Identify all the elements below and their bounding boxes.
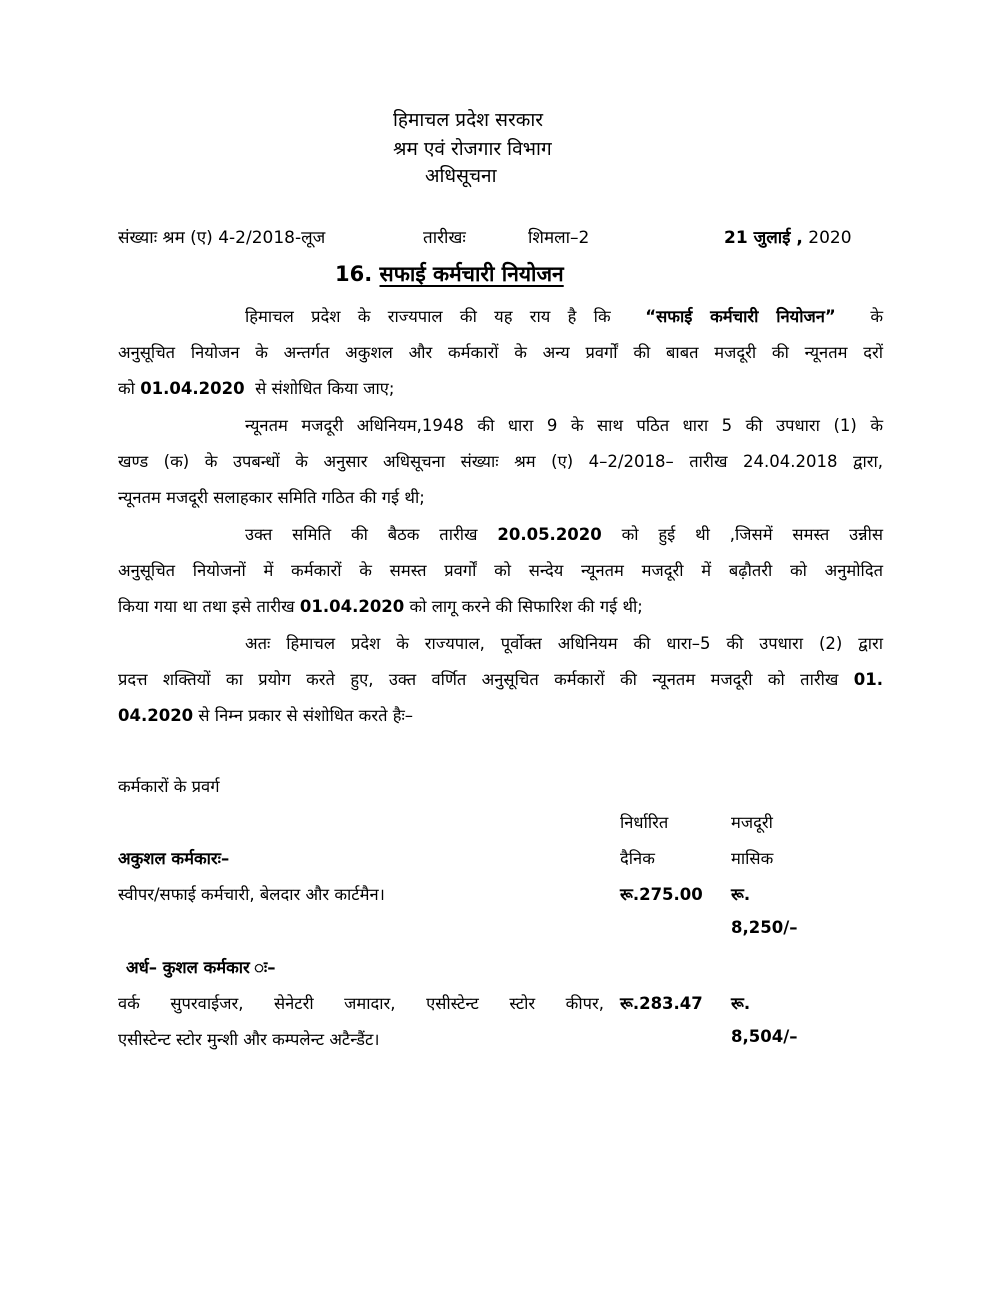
paragraph-1: [118, 299, 883, 407]
govt-name: हिमाचल प्रदेश सरकार: [393, 109, 544, 131]
unskilled-daily-wage: रू.275.00: [620, 885, 703, 904]
p1-line-2: अनुसूचित नियोजन के अन्तर्गत अकुशल और कर्मकारों के अन्य प्रवर्गों की बाबत मजदूरी की न्यूनतम दरों: [118, 343, 883, 362]
category-label: कर्मकारों के प्रवर्ग: [118, 777, 220, 796]
unskilled-description: स्वीपर/सफाई कर्मचारी, बेलदार और कार्टमैन।: [118, 885, 385, 904]
col-header-fixed: निर्धारित: [620, 813, 669, 832]
unskilled-monthly-prefix: रू.: [731, 885, 751, 904]
p1-line-3: को 01.04.2020 से संशोधित किया जाए;: [118, 379, 395, 398]
title-text: सफाई कर्मचारी नियोजन: [379, 262, 564, 286]
semiskilled-description-line-2: एसीस्टेन्ट स्टोर मुन्शी और कम्पलेन्ट अटैन्डैंट।: [118, 1030, 380, 1049]
date-day-month: 21 जुलाई ,: [724, 228, 803, 248]
notification-date: [724, 225, 852, 248]
department-name: श्रम एवं रोजगार विभाग: [393, 138, 552, 160]
paragraph-3: [118, 517, 883, 625]
unskilled-monthly-wage: 8,250/–: [731, 918, 798, 937]
p3-line-1: उक्त समिति की बैठक तारीख 20.05.2020 को हुई थी ,जिसमें समस्त उन्नीस: [245, 525, 883, 544]
semiskilled-daily-wage: रू.283.47: [620, 994, 703, 1013]
notification-heading: अधिसूचना: [425, 165, 497, 187]
col-header-wage: मजदूरी: [731, 813, 773, 832]
date-year: 2020: [808, 228, 852, 248]
p3-line-3: किया गया था तथा इसे तारीख 01.04.2020 को लागू करने की सिफारिश की गई थी;: [118, 597, 643, 616]
daily-label: दैनिक: [620, 849, 655, 868]
monthly-label: मासिक: [731, 849, 774, 868]
p4-line-1: अतः हिमाचल प्रदेश के राज्यपाल, पूर्वोक्त अधिनियम की धारा–5 की उपधारा (2) द्वारा: [245, 634, 883, 653]
p2-line-1: न्यूनतम मजदूरी अधिनियम,1948 की धारा 9 के साथ पठित धारा 5 की उपधारा (1) के: [245, 416, 883, 435]
p1-line-1: हिमाचल प्रदेश के राज्यपाल की यह राय है कि “सफाई कर्मचारी नियोजन” के: [245, 307, 883, 326]
p4-line-2: प्रदत्त शक्तियों का प्रयोग करते हुए, उक्त वर्णित अनुसूचित कर्मकारों की न्यूनतम मजदूरी को तारीख 01.: [118, 670, 883, 689]
page-title: [335, 260, 564, 288]
notification-number: संख्याः श्रम (ए) 4-2/2018-लूज: [118, 228, 326, 248]
group-heading-semiskilled: अर्ध– कुशल कर्मकार ः–: [126, 958, 276, 977]
paragraph-2: [118, 408, 883, 516]
group-heading-unskilled: अकुशल कर्मकारः–: [118, 849, 230, 868]
title-number: 16.: [335, 262, 373, 286]
place: शिमला–2: [528, 228, 590, 248]
semiskilled-monthly-prefix: रू.: [731, 994, 751, 1013]
p2-line-2: खण्ड (क) के उपबन्धों के अनुसार अधिसूचना संख्याः श्रम (ए) 4–2/2018– तारीख 24.04.2018 द्वारा,: [118, 452, 883, 471]
date-label: तारीखः: [423, 228, 466, 248]
semiskilled-description-line-1: वर्क सुपरवाईजर, सेनेटरी जमादार, एसीस्टेन्ट स्टोर कीपर,: [118, 994, 604, 1013]
semiskilled-monthly-wage: 8,504/–: [731, 1027, 798, 1046]
p4-line-3: 04.2020 से निम्न प्रकार से संशोधित करते हैः–: [118, 706, 414, 725]
p2-line-3: न्यूनतम मजदूरी सलाहकार समिति गठित की गई थी;: [118, 488, 425, 507]
paragraph-4: [118, 626, 883, 734]
p3-line-2: अनुसूचित नियोजनों में कर्मकारों के समस्त प्रवर्गों को सन्देय न्यूनतम मजदूरी में बढ़ौतरी को अनुमोदित: [118, 561, 883, 580]
